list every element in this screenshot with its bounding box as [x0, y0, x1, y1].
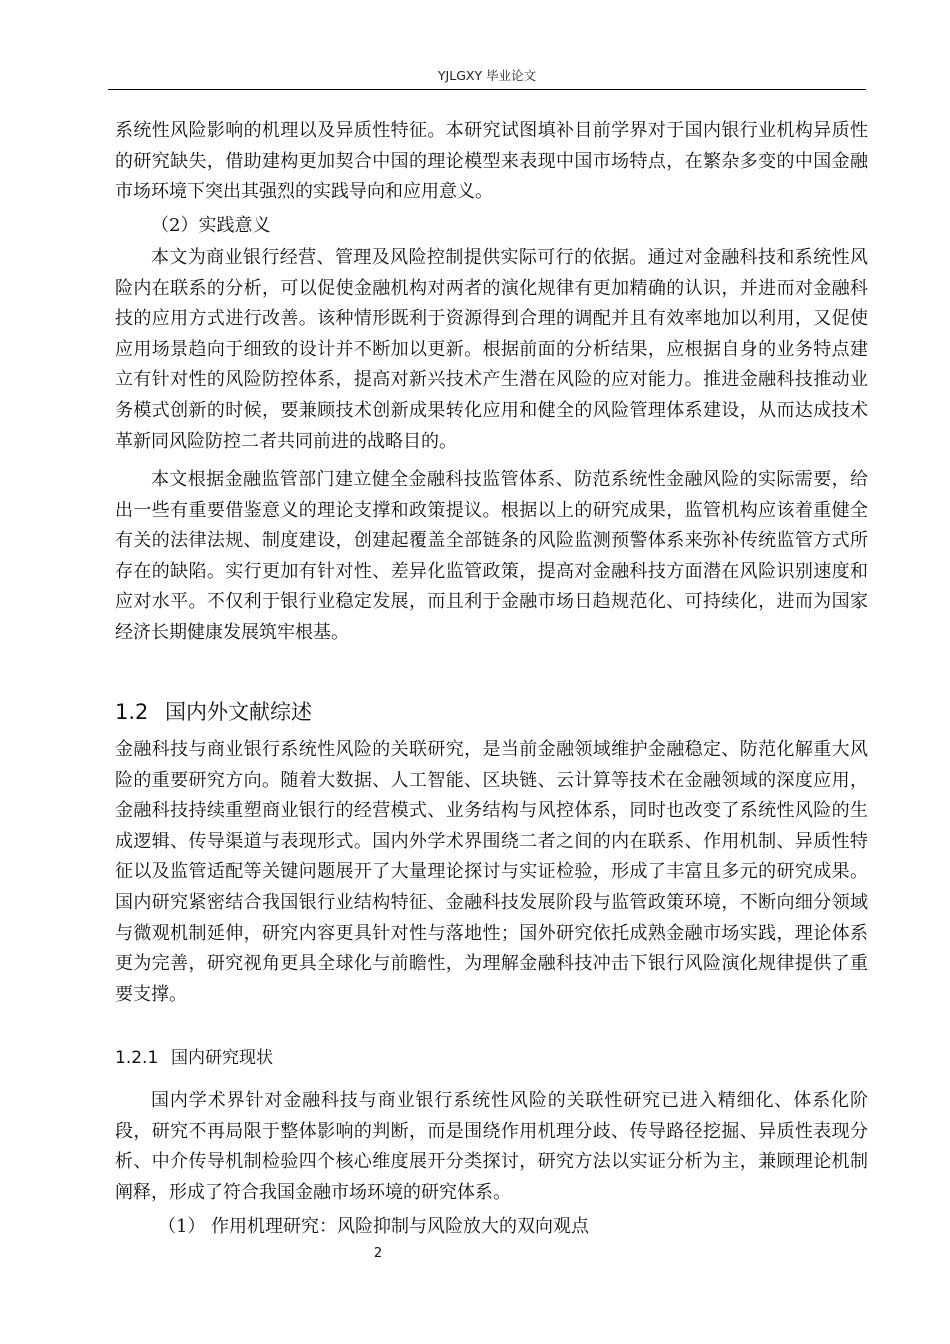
subsection-heading-1-2-1: [115, 1044, 273, 1072]
practice-significance-heading: （2）实践意义: [151, 215, 271, 236]
literature-review-paragraph: 金融科技与商业银行系统性风险的关联研究，是当前金融领域维护金融稳定、防范化解重大风险的重要研究方向。随着大数据、人工智能、区块链、云计算等技术在金融领域的深度应用，金融科技持续重塑商业银行的经营模式、业务结构与风控体系，同时也改变了系统性风险的生成逻辑、传导渠道与表现形式。国内外学术界围绕二者之间的内在联系、作用机制、异质性特征以及监管适配等关键问题展开了大量理论探讨与实证检验，形成了丰富且多元的研究成果。国内研究紧密结合我国银行业结构特征、金融科技发展阶段与监管政策环境，不断向细分领域与微观机制延伸，研究内容更具针对性与落地性；国外研究依托成熟金融市场实践，理论体系更为完善，研究视角更具全球化与前瞻性，为理解金融科技冲击下银行风险演化规律提供了重要支撑。: [115, 739, 868, 1005]
list-item-number: （1）: [158, 1216, 206, 1237]
page-number: 2: [373, 1246, 383, 1261]
section-number: 1.2: [115, 700, 149, 724]
section-heading-1-2: [115, 697, 312, 727]
subsection-number: 1.2.1: [115, 1048, 159, 1068]
practice-paragraph-2: 本文根据金融监管部门建立健全金融科技监管体系、防范系统性金融风险的实际需要，给出一些有重要借鉴意义的理论支撑和政策提议。根据以上的研究成果，监管机构应该着重健全有关的法律法规、制度建设，创建起覆盖全部链条的风险监测预警体系来弥补传统监管方式所存在的缺陷。实行更加有针对性、差异化监管政策，提高对金融科技方面潜在风险识别速度和应对水平。不仅利于银行业稳定发展，而且利于金融市场日趋规范化、可持续化，进而为国家经济长期健康发展筑牢根基。: [115, 469, 868, 643]
subsection-title: 国内研究现状: [171, 1048, 273, 1068]
section-title: 国内外文献综述: [165, 700, 312, 724]
list-item-title: 作用机理研究：风险抑制与风险放大的双向观点: [211, 1216, 589, 1237]
domestic-research-paragraph: 国内学术界针对金融科技与商业银行系统性风险的关联性研究已进入精细化、体系化阶段，研究不再局限于整体影响的判断，而是围绕作用机理分歧、传导路径挖掘、异质性表现分析、中介传导机制检验四个核心维度展开分类探讨，研究方法以实证分析为主，兼顾理论机制阐释，形成了符合我国金融市场环境的研究体系。: [115, 1090, 868, 1203]
practice-paragraph-1: 本文为商业银行经营、管理及风险控制提供实际可行的依据。通过对金融科技和系统性风险内在联系的分析，可以促使金融机构对两者的演化规律有更加精确的认识，并进而对金融科技的应用方式进行改善。该种情形既利于资源得到合理的调配并且有效率地加以利用，又促使应用场景趋向于细致的设计并不断加以更新。根据前面的分析结果，应根据自身的业务特点建立有针对性的风险防控体系，提高对新兴技术产生潜在风险的应对能力。推进金融科技推动业务模式创新的时候，要兼顾技术创新成果转化应用和健全的风险管理体系建设，从而达成技术革新同风险防控二者共同前进的战略目的。: [115, 247, 868, 452]
header-divider: [108, 89, 866, 90]
list-item-heading-1: [158, 1213, 589, 1241]
intro-paragraph: 系统性风险影响的机理以及异质性特征。本研究试图填补目前学界对于国内银行业机构异质性的研究缺失，借助建构更加契合中国的理论模型来表现中国市场特点，在繁杂多变的中国金融市场环境下突出其强烈的实践导向和应用意义。: [115, 120, 868, 203]
page-header: YJLGXY 毕业论文: [437, 68, 537, 83]
